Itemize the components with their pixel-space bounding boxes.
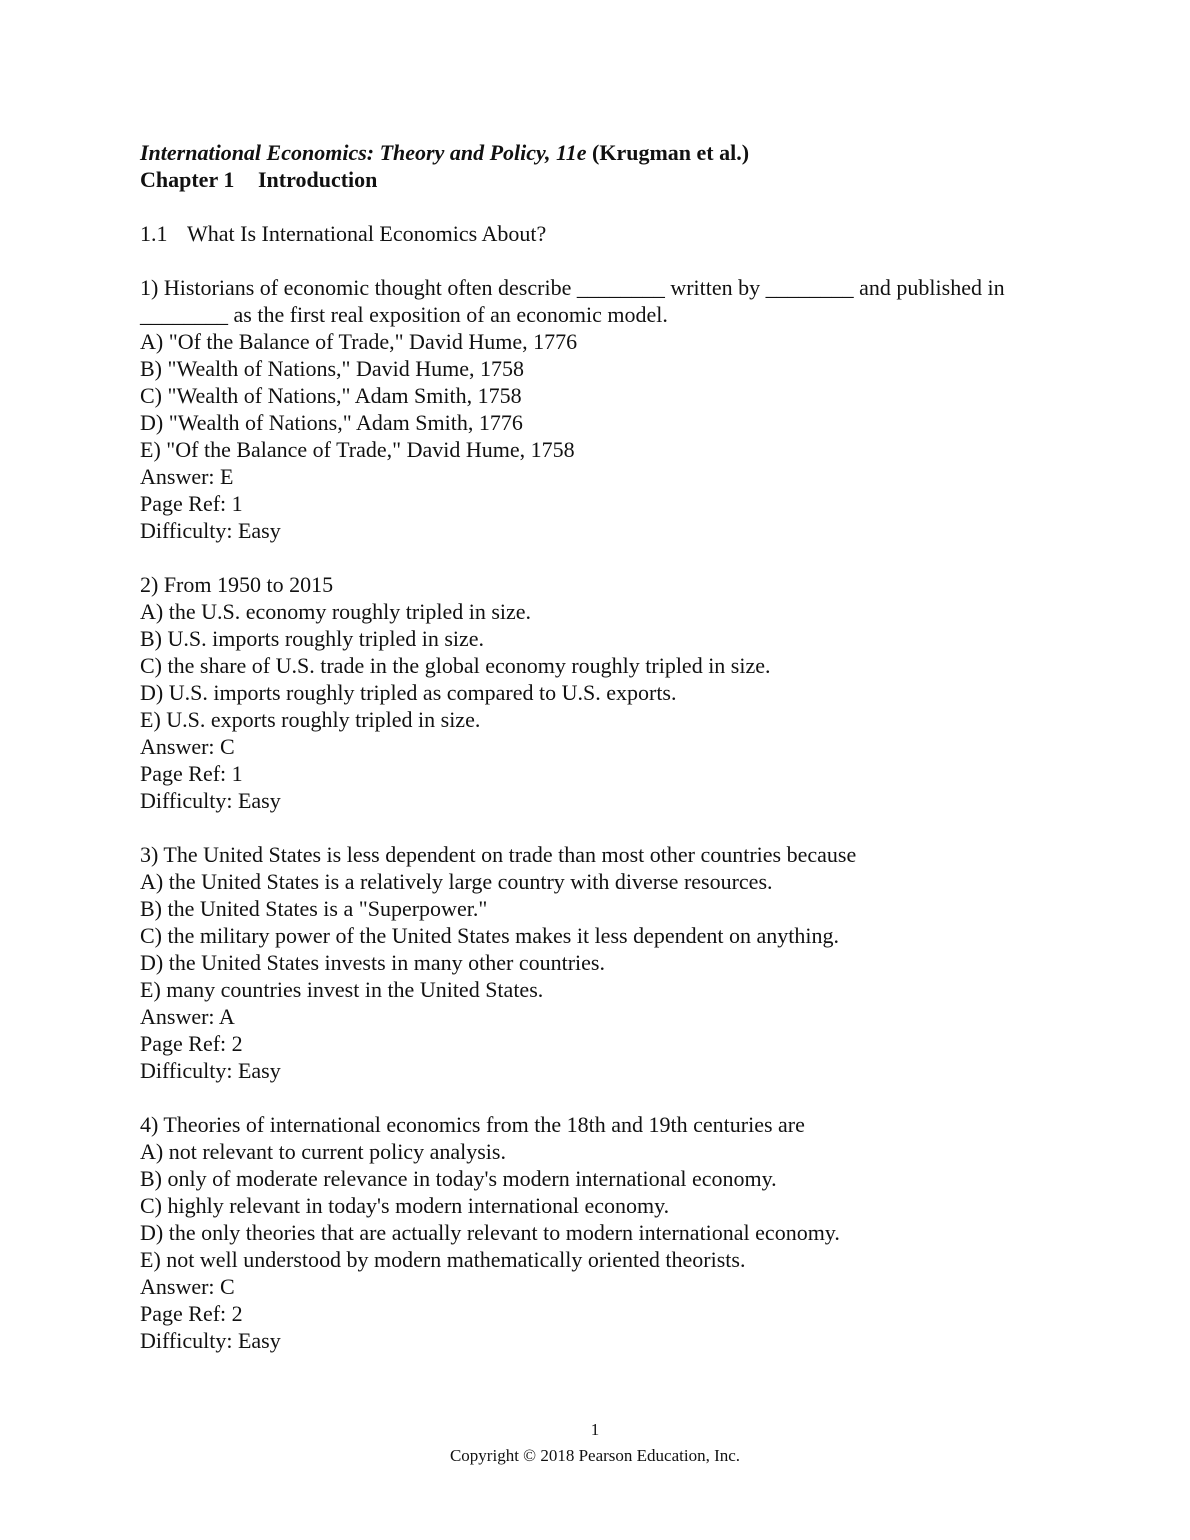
book-authors: (Krugman et al.)	[592, 140, 750, 165]
answer: Answer: A	[140, 1004, 235, 1029]
option-b: B) only of moderate relevance in today's modern international economy.	[140, 1166, 777, 1191]
option-d: D) the only theories that are actually relevant to modern international economy.	[140, 1220, 840, 1245]
question-stem: 4) Theories of international economics from the 18th and 19th centuries are	[140, 1112, 805, 1137]
page-number: 1	[590, 1420, 600, 1439]
question-1	[140, 274, 1050, 544]
option-c: C) the military power of the United States makes it less dependent on anything.	[140, 923, 839, 948]
copyright-notice: Copyright © 2018 Pearson Education, Inc.	[449, 1446, 741, 1465]
option-a: A) the United States is a relatively large country with diverse resources.	[140, 869, 773, 894]
option-e: E) U.S. exports roughly tripled in size.	[140, 707, 481, 732]
difficulty: Difficulty: Easy	[140, 1328, 281, 1353]
question-stem: 1) Historians of economic thought often describe ________ written by ________ and published in ________ as the first real exposition of an economic model.	[140, 275, 1005, 327]
option-d: D) the United States invests in many other countries.	[140, 950, 605, 975]
option-d: D) U.S. imports roughly tripled as compared to U.S. exports.	[140, 680, 677, 705]
option-c: C) "Wealth of Nations," Adam Smith, 1758	[140, 383, 522, 408]
chapter-title: Introduction	[258, 167, 378, 192]
page-ref: Page Ref: 2	[140, 1031, 243, 1056]
difficulty: Difficulty: Easy	[140, 788, 281, 813]
document-page	[140, 139, 1050, 1354]
answer: Answer: C	[140, 734, 235, 759]
option-d: D) "Wealth of Nations," Adam Smith, 1776	[140, 410, 523, 435]
section-heading	[140, 220, 1050, 247]
page-ref: Page Ref: 1	[140, 761, 243, 786]
option-b: B) U.S. imports roughly tripled in size.	[140, 626, 485, 651]
difficulty: Difficulty: Easy	[140, 1058, 281, 1083]
answer: Answer: C	[140, 1274, 235, 1299]
option-a: A) "Of the Balance of Trade," David Hume, 1776	[140, 329, 578, 354]
question-3	[140, 841, 1050, 1084]
option-a: A) the U.S. economy roughly tripled in size.	[140, 599, 532, 624]
question-stem: 2) From 1950 to 2015	[140, 572, 334, 597]
option-e: E) "Of the Balance of Trade," David Hume, 1758	[140, 437, 575, 462]
option-b: B) the United States is a "Superpower."	[140, 896, 488, 921]
page-ref: Page Ref: 1	[140, 491, 243, 516]
chapter-number: Chapter 1	[140, 167, 235, 192]
chapter-heading	[140, 166, 1050, 193]
question-stem: 3) The United States is less dependent on trade than most other countries because	[140, 842, 857, 867]
option-b: B) "Wealth of Nations," David Hume, 1758	[140, 356, 525, 381]
question-4	[140, 1111, 1050, 1354]
answer: Answer: E	[140, 464, 234, 489]
difficulty: Difficulty: Easy	[140, 518, 281, 543]
option-c: C) the share of U.S. trade in the global economy roughly tripled in size.	[140, 653, 771, 678]
book-title: International Economics: Theory and Policy, 11e	[140, 140, 587, 165]
page-ref: Page Ref: 2	[140, 1301, 243, 1326]
question-2	[140, 571, 1050, 814]
section-number: 1.1	[140, 221, 168, 246]
option-e: E) many countries invest in the United States.	[140, 977, 544, 1002]
option-c: C) highly relevant in today's modern international economy.	[140, 1193, 670, 1218]
book-header	[140, 139, 1050, 166]
option-e: E) not well understood by modern mathematically oriented theorists.	[140, 1247, 746, 1272]
option-a: A) not relevant to current policy analysis.	[140, 1139, 506, 1164]
section-title: What Is International Economics About?	[187, 221, 547, 246]
